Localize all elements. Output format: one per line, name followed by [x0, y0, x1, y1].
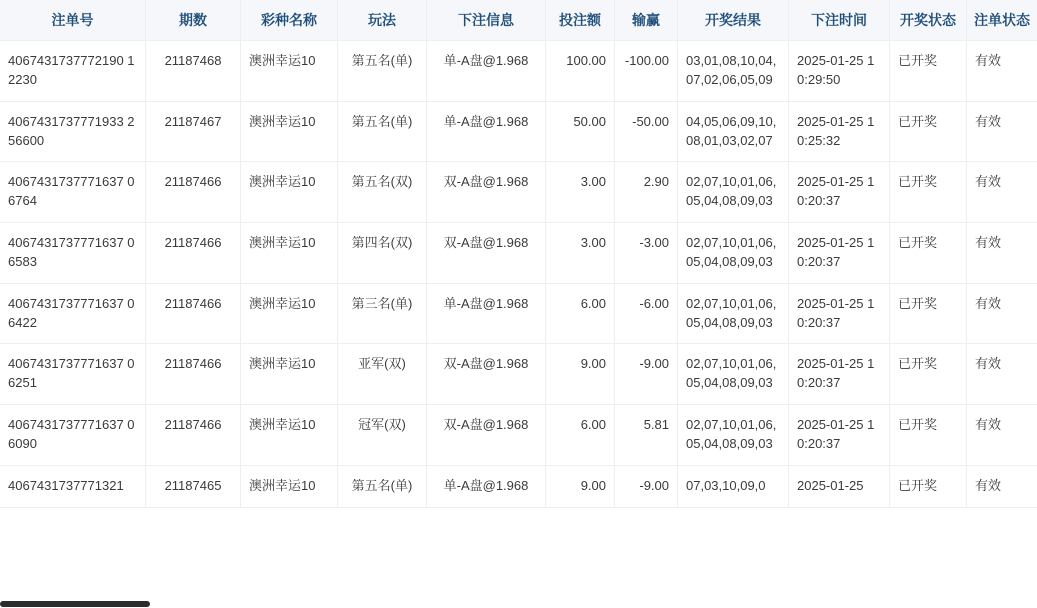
cell-draw-status: 已开奖 — [890, 162, 967, 223]
cell-period: 21187468 — [146, 41, 241, 102]
column-header-win-loss[interactable]: 输赢 — [615, 0, 678, 41]
cell-play-type: 第五名(单) — [338, 465, 427, 507]
cell-bet-amount: 100.00 — [546, 41, 615, 102]
cell-period: 21187466 — [146, 162, 241, 223]
cell-draw-status: 已开奖 — [890, 405, 967, 466]
cell-period: 21187467 — [146, 101, 241, 162]
cell-play-type: 第五名(单) — [338, 101, 427, 162]
cell-draw-status: 已开奖 — [890, 344, 967, 405]
cell-bet-info: 单-A盘@1.968 — [427, 41, 546, 102]
cell-draw-status: 已开奖 — [890, 465, 967, 507]
column-header-bet-info[interactable]: 下注信息 — [427, 0, 546, 41]
cell-period: 21187466 — [146, 344, 241, 405]
cell-draw-status: 已开奖 — [890, 41, 967, 102]
cell-period: 21187466 — [146, 283, 241, 344]
cell-bet-time: 2025-01-25 10:20:37 — [789, 162, 890, 223]
cell-order-status: 有效 — [967, 41, 1037, 102]
cell-bet-time: 2025-01-25 10:25:32 — [789, 101, 890, 162]
table-row[interactable] — [0, 101, 1037, 162]
column-header-order-status[interactable]: 注单状态 — [967, 0, 1037, 41]
cell-bet-info: 双-A盘@1.968 — [427, 344, 546, 405]
cell-draw-result: 02,07,10,01,06,05,04,08,09,03 — [678, 405, 789, 466]
cell-lottery-name: 澳洲幸运10 — [241, 41, 338, 102]
cell-bet-amount: 6.00 — [546, 283, 615, 344]
cell-bet-time: 2025-01-25 10:20:37 — [789, 283, 890, 344]
cell-play-type: 亚军(双) — [338, 344, 427, 405]
cell-draw-result: 02,07,10,01,06,05,04,08,09,03 — [678, 344, 789, 405]
cell-win-loss: -9.00 — [615, 344, 678, 405]
cell-play-type: 冠军(双) — [338, 405, 427, 466]
table-row[interactable] — [0, 41, 1037, 102]
cell-bet-info: 双-A盘@1.968 — [427, 223, 546, 284]
cell-lottery-name: 澳洲幸运10 — [241, 223, 338, 284]
cell-order-id: 4067431737771637 06583 — [0, 223, 146, 284]
column-header-draw-result[interactable]: 开奖结果 — [678, 0, 789, 41]
cell-bet-amount: 3.00 — [546, 223, 615, 284]
cell-draw-result: 02,07,10,01,06,05,04,08,09,03 — [678, 283, 789, 344]
cell-order-id: 4067431737771637 06251 — [0, 344, 146, 405]
table-row[interactable] — [0, 344, 1037, 405]
cell-play-type: 第四名(双) — [338, 223, 427, 284]
cell-order-status: 有效 — [967, 405, 1037, 466]
cell-draw-status: 已开奖 — [890, 223, 967, 284]
table-body — [0, 41, 1037, 508]
cell-win-loss: -50.00 — [615, 101, 678, 162]
cell-bet-info: 单-A盘@1.968 — [427, 465, 546, 507]
table-row[interactable] — [0, 223, 1037, 284]
cell-draw-result: 02,07,10,01,06,05,04,08,09,03 — [678, 162, 789, 223]
horizontal-scrollbar-track[interactable] — [0, 600, 958, 608]
cell-order-status: 有效 — [967, 465, 1037, 507]
cell-bet-time: 2025-01-25 10:20:37 — [789, 223, 890, 284]
cell-bet-time: 2025-01-25 10:29:50 — [789, 41, 890, 102]
cell-period: 21187465 — [146, 465, 241, 507]
horizontal-scrollbar-thumb[interactable] — [0, 601, 150, 607]
cell-order-id: 4067431737772190 12230 — [0, 41, 146, 102]
cell-bet-amount: 6.00 — [546, 405, 615, 466]
cell-bet-time: 2025-01-25 10:20:37 — [789, 405, 890, 466]
cell-lottery-name: 澳洲幸运10 — [241, 283, 338, 344]
cell-period: 21187466 — [146, 223, 241, 284]
cell-win-loss: -3.00 — [615, 223, 678, 284]
cell-order-status: 有效 — [967, 223, 1037, 284]
column-header-order-id[interactable]: 注单号 — [0, 0, 146, 41]
cell-bet-info: 双-A盘@1.968 — [427, 162, 546, 223]
cell-bet-amount: 9.00 — [546, 465, 615, 507]
cell-lottery-name: 澳洲幸运10 — [241, 405, 338, 466]
column-header-draw-status[interactable]: 开奖状态 — [890, 0, 967, 41]
cell-bet-info: 双-A盘@1.968 — [427, 405, 546, 466]
cell-bet-amount: 50.00 — [546, 101, 615, 162]
cell-order-status: 有效 — [967, 101, 1037, 162]
cell-bet-amount: 9.00 — [546, 344, 615, 405]
column-header-bet-amount[interactable]: 投注额 — [546, 0, 615, 41]
cell-win-loss: 5.81 — [615, 405, 678, 466]
cell-win-loss: -100.00 — [615, 41, 678, 102]
cell-draw-status: 已开奖 — [890, 101, 967, 162]
cell-play-type: 第三名(单) — [338, 283, 427, 344]
cell-draw-status: 已开奖 — [890, 283, 967, 344]
table-row[interactable] — [0, 405, 1037, 466]
cell-draw-result: 03,01,08,10,04,07,02,06,05,09 — [678, 41, 789, 102]
cell-order-status: 有效 — [967, 344, 1037, 405]
cell-bet-time: 2025-01-25 10:20:37 — [789, 344, 890, 405]
cell-lottery-name: 澳洲幸运10 — [241, 465, 338, 507]
cell-draw-result: 07,03,10,09,0 — [678, 465, 789, 507]
cell-period: 21187466 — [146, 405, 241, 466]
cell-bet-amount: 3.00 — [546, 162, 615, 223]
cell-win-loss: 2.90 — [615, 162, 678, 223]
cell-play-type: 第五名(双) — [338, 162, 427, 223]
cell-bet-info: 单-A盘@1.968 — [427, 101, 546, 162]
table-header-row — [0, 0, 1037, 41]
column-header-period[interactable]: 期数 — [146, 0, 241, 41]
table-row[interactable] — [0, 283, 1037, 344]
cell-order-status: 有效 — [967, 162, 1037, 223]
cell-lottery-name: 澳洲幸运10 — [241, 344, 338, 405]
cell-bet-info: 单-A盘@1.968 — [427, 283, 546, 344]
cell-order-id: 4067431737771637 06090 — [0, 405, 146, 466]
cell-order-id: 4067431737771321 — [0, 465, 146, 507]
cell-order-id: 4067431737771637 06422 — [0, 283, 146, 344]
cell-win-loss: -9.00 — [615, 465, 678, 507]
cell-order-id: 4067431737771637 06764 — [0, 162, 146, 223]
column-header-lottery-name[interactable]: 彩种名称 — [241, 0, 338, 41]
cell-order-id: 4067431737771933 256600 — [0, 101, 146, 162]
cell-win-loss: -6.00 — [615, 283, 678, 344]
table-row[interactable] — [0, 465, 1037, 507]
column-header-play-type[interactable]: 玩法 — [338, 0, 427, 41]
table-row[interactable] — [0, 162, 1037, 223]
cell-bet-time: 2025-01-25 — [789, 465, 890, 507]
cell-draw-result: 02,07,10,01,06,05,04,08,09,03 — [678, 223, 789, 284]
column-header-bet-time[interactable]: 下注时间 — [789, 0, 890, 41]
cell-lottery-name: 澳洲幸运10 — [241, 101, 338, 162]
cell-order-status: 有效 — [967, 283, 1037, 344]
cell-play-type: 第五名(单) — [338, 41, 427, 102]
cell-draw-result: 04,05,06,09,10,08,01,03,02,07 — [678, 101, 789, 162]
table-header — [0, 0, 1037, 41]
cell-lottery-name: 澳洲幸运10 — [241, 162, 338, 223]
